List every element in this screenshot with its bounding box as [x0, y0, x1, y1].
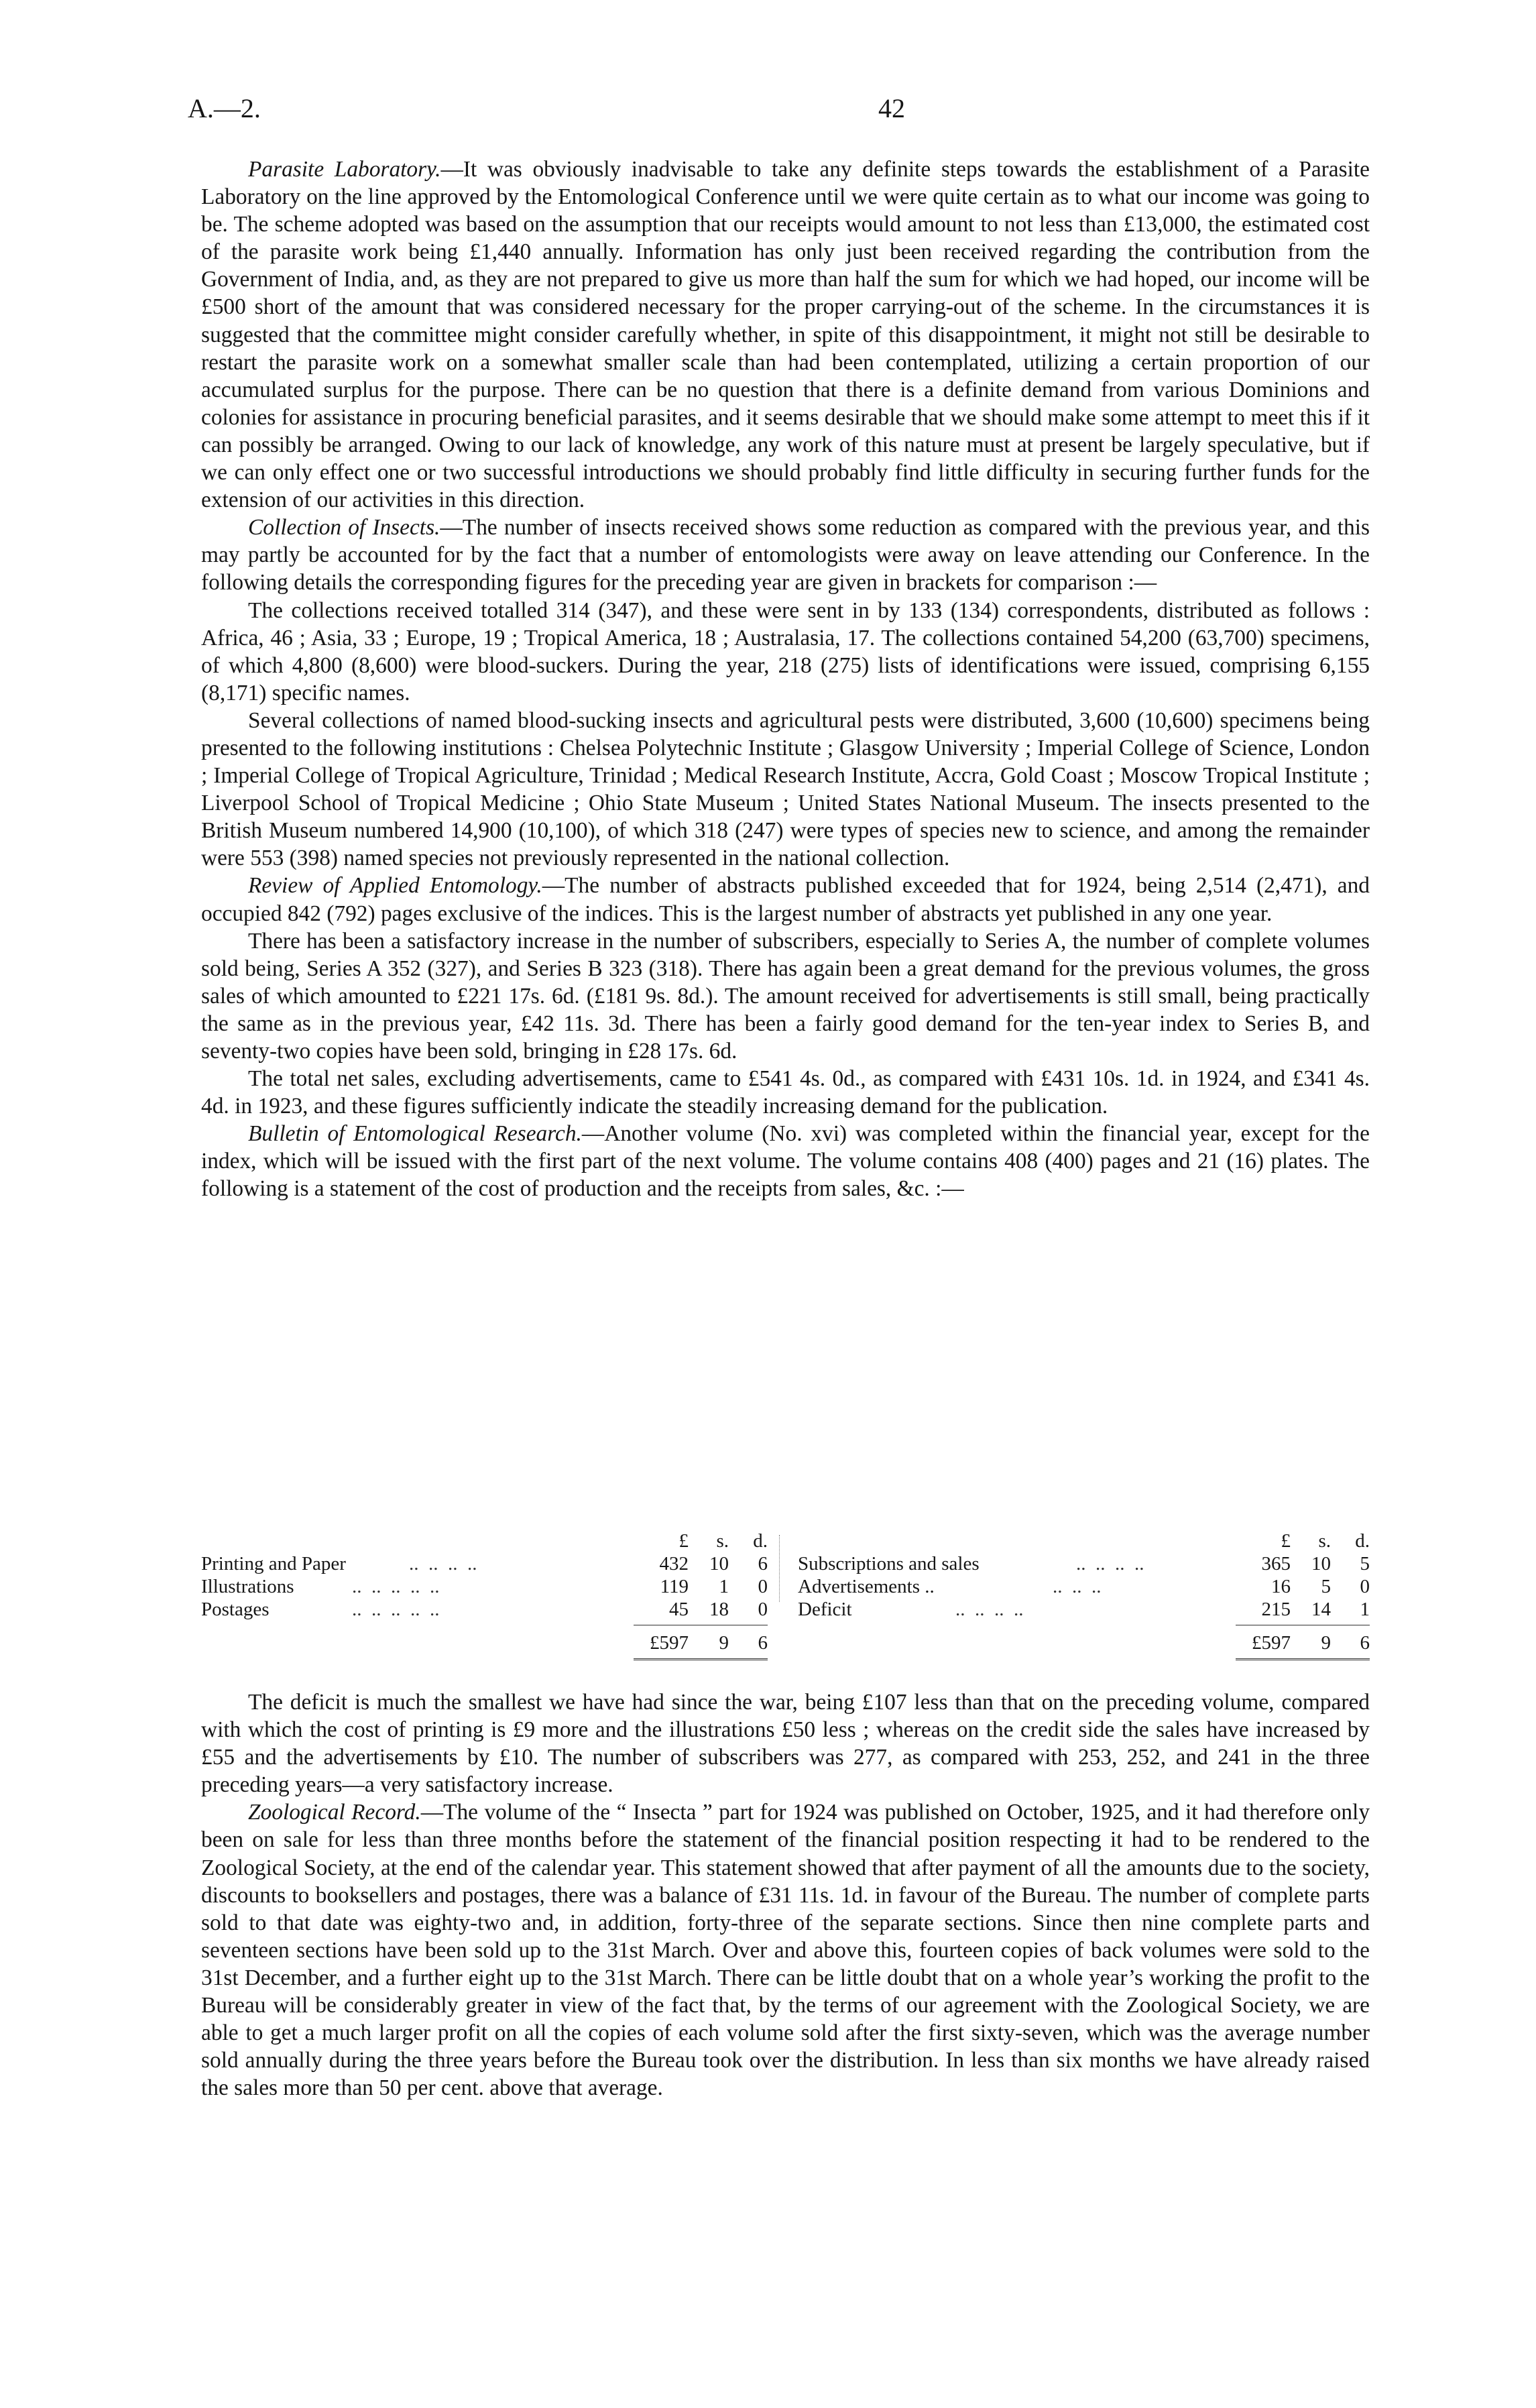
- total-pounds: £597: [650, 1632, 689, 1654]
- amount-pence: 5: [1360, 1553, 1370, 1574]
- amount-pence: 0: [1360, 1576, 1370, 1597]
- leader-dots: .. .. .. .. ..: [352, 1576, 440, 1597]
- account-row: [201, 1598, 768, 1621]
- pounds-header: £: [678, 1530, 689, 1552]
- amount-pence: 0: [758, 1599, 768, 1620]
- amount-pence: 0: [758, 1576, 768, 1597]
- currency-header: [627, 1530, 768, 1552]
- paragraph: [201, 707, 1370, 872]
- amount-shillings: 10: [1311, 1553, 1331, 1574]
- leader-dots: .. .. .. .. ..: [352, 1599, 440, 1620]
- page-header: [188, 93, 1341, 133]
- leader-dots: .. .. ..: [1053, 1576, 1102, 1597]
- total-pence: 6: [1360, 1632, 1370, 1654]
- column-separator: [779, 1535, 780, 1602]
- cost-statement: [201, 1530, 1370, 1664]
- total-shillings: 9: [1321, 1632, 1331, 1654]
- amount-shillings: 18: [709, 1599, 729, 1620]
- account-row: [201, 1575, 768, 1598]
- body-text-top: [201, 156, 1370, 1203]
- amount-pounds: 16: [1271, 1576, 1291, 1597]
- row-label: Postages: [201, 1599, 270, 1620]
- paragraph-text: The deficit is much the smallest we have had since the war, being £107 less than that on the preceding volume, compared with which the cost of printing is £9 more and the illustrations £50 less ; whereas on the credit side the sales have increased by £55 and the advertisements by £10. The number of subscribers was 277, as compared with 253, 252, and 241 in the three preceding years—a very satisfactory increase.: [201, 1690, 1370, 1798]
- body-text-bottom: [201, 1688, 1370, 2102]
- pounds-header: £: [1281, 1530, 1291, 1552]
- section-heading: Zoological Record.: [248, 1800, 421, 1825]
- currency-header: [1229, 1530, 1370, 1552]
- paragraph: [201, 1120, 1370, 1202]
- amount-shillings: 10: [709, 1553, 729, 1574]
- account-row: [798, 1598, 1370, 1621]
- row-label: Subscriptions and sales: [798, 1553, 980, 1574]
- double-rule: [634, 1658, 768, 1662]
- paragraph: [201, 927, 1370, 1065]
- paragraph-text: Several collections of named blood-sucking insects and agricultural pests were distributed, 3,600 (10,600) specimens being presented to the following institutions : Chelsea Polytechnic Institute ; Glasgow University ; Imperial College of Science, London ; Imperial College of Tropical Agriculture, Trinidad ; Medical Research Institute, Accra, Gold Coast ; Moscow Tropical Institute ; Liverpool School of Tropical Medicine ; Ohio State Museum ; United States National Museum. The insects presented to the British Museum numbered 14,900 (10,100), of which 318 (247) were types of species new to science, and among the remainder were 553 (398) named species not previously represented in the national collection.: [201, 707, 1370, 871]
- paragraph-text: —It was obviously inadvisable to take any definite steps towards the establishment of a Parasite Laboratory on the line approved by the Entomological Conference until we were quite certain as to what our income was going to be. The scheme adopted was based on the assumption that our receipts would amount to not less than £13,000, the estimated cost of the parasite work being £1,440 annually. Information has only just been received regarding the contribution from the Government of India, and, as they are not prepared to give us more than half the sum for which we had hoped, our income will be £500 short of the amount that was considered necessary for the proper carrying-out of the scheme. In the circumstances it is suggested that the committee might consider carefully whether, in spite of this disappointment, it might not still be desirable to restart the parasite work on a somewhat smaller scale than had been contemplated, utilizing a certain proportion of our accumulated surplus for the purpose. There can be no question that there is a definite demand from various Dominions and colonies for assistance in procuring beneficial parasites, and it seems desirable that we should make some attempt to meet this if it can possibly be arranged. Owing to our lack of knowledge, any work of this nature must at present be largely speculative, but if we can only effect one or two successful introductions we should probably find little difficulty in securing further funds for the extension of our activities in this direction.: [201, 157, 1370, 513]
- document-reference: A.—2.: [188, 93, 261, 123]
- row-label: Illustrations: [201, 1576, 294, 1597]
- paragraph-text: —The volume of the “ Insecta ” part for 1924 was published on October, 1925, and it had therefore only been on sale for less than three months before the statement of the financial position respecting it had to be rendered to the Zoological Society, at the end of the calendar year. This statement showed that after payment of all the amounts due to the society, discounts to booksellers and postages, there was a balance of £31 11s. 1d. in favour of the Bureau. The number of complete parts sold to that date was eighty-two and, in addition, forty-three of the separate sections. Since then nine complete parts and seventeen sections have been sold up to the 31st March. Over and above this, fourteen copies of back volumes were sold to the 31st December, and a further eight up to the 31st March. There can be little doubt that on a whole year’s working the profit to the Bureau will be considerably greater in view of the fact that, by the terms of our agreement with the Zoological Society, we are able to get a much larger profit on all the copies of each volume sold after the first sixty-seven, which was the average number sold annually during the three years before the Bureau took over the distribution. In less than six months we have already raised the sales more than 50 per cent. above that average.: [201, 1800, 1370, 2101]
- row-label: Deficit: [798, 1599, 852, 1620]
- page-number: 42: [878, 93, 905, 123]
- paragraph: [201, 1688, 1370, 1798]
- row-label: Advertisements ..: [798, 1576, 935, 1597]
- amount-shillings: 1: [719, 1576, 729, 1597]
- paragraph: [201, 514, 1370, 596]
- paragraph: [201, 597, 1370, 707]
- leader-dots: .. .. .. ..: [955, 1599, 1024, 1620]
- expenditure-side: [201, 1530, 768, 1664]
- double-rule: [1236, 1658, 1370, 1662]
- section-heading: Bulletin of Entomological Research.: [248, 1121, 582, 1147]
- shillings-header: s.: [1318, 1530, 1331, 1552]
- paragraph-text: The total net sales, excluding advertisements, came to £541 4s. 0d., as compared with £431 10s. 1d. in 1924, and £341 4s. 4d. in 1923, and these figures sufficiently indicate the steadily increasing demand for the publication.: [201, 1066, 1370, 1119]
- leader-dots: .. .. .. ..: [409, 1553, 477, 1574]
- total-row: [201, 1631, 768, 1654]
- receipts-side: [798, 1530, 1370, 1664]
- amount-pounds: 45: [669, 1599, 689, 1620]
- section-heading: Review of Applied Entomology.: [248, 873, 542, 899]
- paragraph: [201, 872, 1370, 927]
- shillings-header: s.: [716, 1530, 729, 1552]
- leader-dots: .. .. .. ..: [1076, 1553, 1144, 1574]
- amount-pence: 6: [758, 1553, 768, 1574]
- amount-pounds: 119: [660, 1576, 689, 1597]
- total-pence: 6: [758, 1632, 768, 1654]
- section-heading: Parasite Laboratory.: [248, 157, 441, 182]
- pence-header: d.: [1355, 1530, 1370, 1552]
- row-label: Printing and Paper: [201, 1553, 346, 1574]
- account-row: [798, 1552, 1370, 1575]
- paragraph: [201, 156, 1370, 514]
- paragraph-text: —The number of insects received shows some reduction as compared with the previous year, and this may partly be accounted for by the fact that a number of entomologists were away on leave attending our Conference. In the following details the corresponding figures for the preceding year are given in brackets for comparison :—: [201, 515, 1370, 595]
- account-row: [798, 1575, 1370, 1598]
- paragraph: [201, 1798, 1370, 2102]
- total-pounds: £597: [1252, 1632, 1291, 1654]
- paragraph: [201, 1065, 1370, 1120]
- paragraph-text: There has been a satisfactory increase in the number of subscribers, especially to Series A, the number of complete volumes sold being, Series A 352 (327), and Series B 323 (318). There has again been a great demand for the previous volumes, the gross sales of which amounted to £221 17s. 6d. (£181 9s. 8d.). The amount received for advertisements is still small, being practically the same as in the previous year, £42 11s. 3d. There has been a fairly good demand for the ten-year index to Series B, and seventy-two copies have been sold, bringing in £28 17s. 6d.: [201, 928, 1370, 1064]
- paragraph-text: —The number of abstracts published exceeded that for 1924, being 2,514 (2,471), and occupied 842 (792) pages exclusive of the indices. This is the largest number of abstracts yet published in any one year.: [201, 873, 1370, 926]
- amount-shillings: 5: [1321, 1576, 1331, 1597]
- amount-pence: 1: [1360, 1599, 1370, 1620]
- amount-shillings: 14: [1311, 1599, 1331, 1620]
- amount-pounds: 215: [1261, 1599, 1291, 1620]
- section-heading: Collection of Insects.: [248, 515, 440, 540]
- pence-header: d.: [753, 1530, 768, 1552]
- paragraph-text: —Another volume (No. xvi) was completed within the financial year, except for the index, which will be issued with the first part of the next volume. The volume contains 408 (400) pages and 21 (16) plates. The following is a statement of the cost of production and the receipts from sales, &c. :—: [201, 1121, 1370, 1202]
- account-row: [201, 1552, 768, 1575]
- total-row: [798, 1631, 1370, 1654]
- amount-pounds: 365: [1261, 1553, 1291, 1574]
- paragraph-text: The collections received totalled 314 (347), and these were sent in by 133 (134) correspondents, distributed as follows : Africa, 46 ; Asia, 33 ; Europe, 19 ; Tropical America, 18 ; Australasia, 17. The collections contained 54,200 (63,700) specimens, of which 4,800 (8,600) were blood-suckers. During the year, 218 (275) lists of identifications were issued, comprising 6,155 (8,171) specific names.: [201, 597, 1370, 705]
- total-shillings: 9: [719, 1632, 729, 1654]
- amount-pounds: 432: [659, 1553, 689, 1574]
